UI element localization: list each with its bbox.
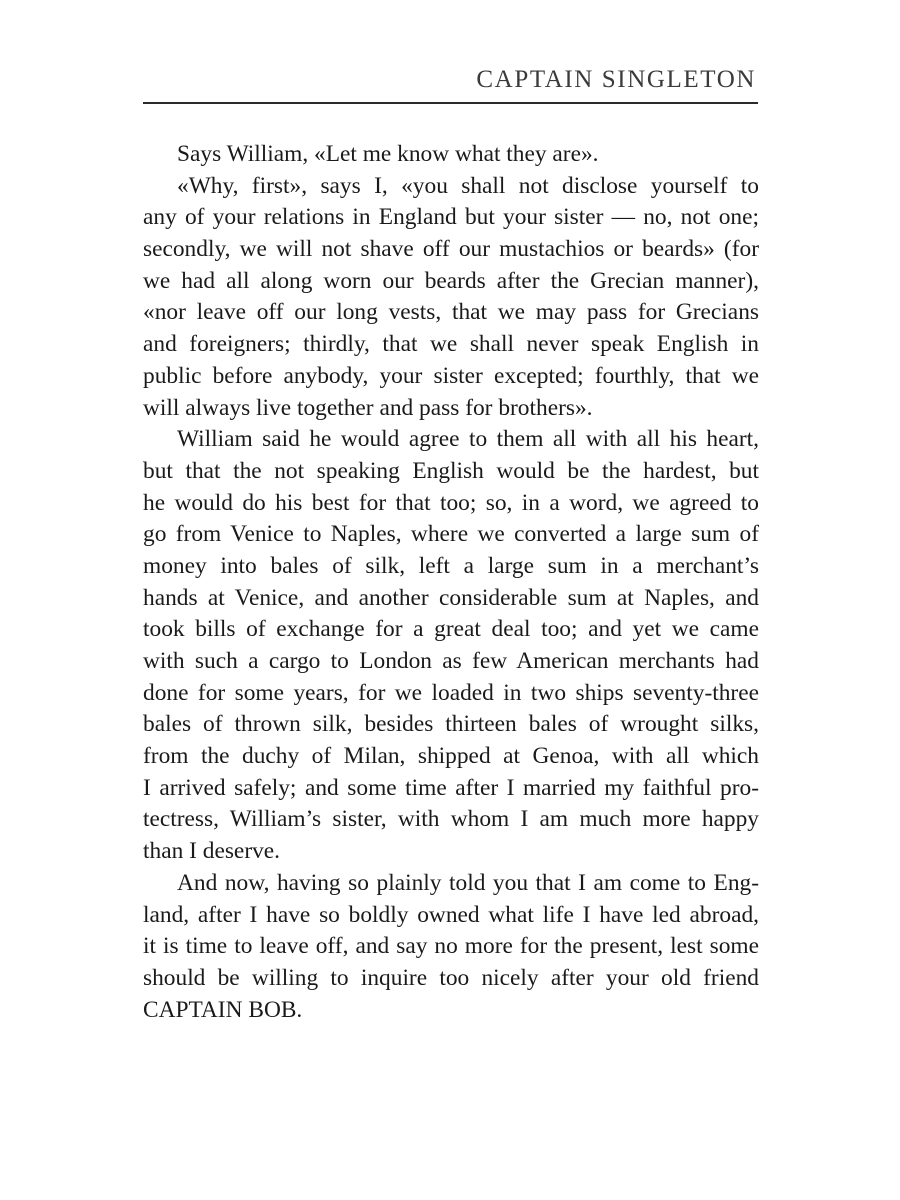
text-line: public before anybody, your sister excepted; fourthly, that we (143, 362, 759, 389)
body-text (143, 139, 759, 1026)
running-title: CAPTAIN SINGLETON (476, 66, 756, 93)
text-line: done for some years, for we loaded in two ships seventy-three (143, 679, 759, 706)
text-line: go from Venice to Naples, where we converted a large sum of (143, 521, 759, 548)
text-line: «nor leave off our long vests, that we may pass for Grecians (143, 299, 759, 326)
text-line: land, after I have so boldly owned what life I have led abroad, (143, 901, 759, 928)
text-line: secondly, we will not shave off our mustachios or beards» (for (143, 236, 759, 263)
paragraph-1 (143, 139, 759, 171)
text-line: tectress, William’s sister, with whom I am much more happy (143, 806, 759, 833)
text-line: And now, having so plainly told you that I am come to Eng- (177, 869, 759, 896)
text-line: it is time to leave off, and say no more for the present, lest some (143, 933, 759, 960)
text-line: with such a cargo to London as few American merchants had (143, 648, 759, 674)
text-line: hands at Venice, and another considerable sum at Naples, and (143, 584, 759, 611)
text-line: CAPTAIN BOB. (143, 996, 303, 1023)
running-header (143, 66, 758, 104)
paragraph-4 (143, 868, 759, 1026)
text-line: he would do his best for that too; so, in a word, we agreed to (143, 489, 759, 516)
text-line: will always live together and pass for brothers». (143, 394, 593, 421)
paragraph-2 (143, 171, 759, 425)
paragraph-3 (143, 424, 759, 868)
text-line: we had all along worn our beards after the Grecian manner), (143, 267, 759, 294)
text-line: any of your relations in England but your sister — no, not one; (143, 204, 759, 231)
text-line: and foreigners; thirdly, that we shall never speak English in (143, 331, 759, 358)
text-line: bales of thrown silk, besides thirteen bales of wrought silks, (143, 711, 759, 738)
text-line: Says William, «Let me know what they are». (177, 141, 599, 167)
text-line: but that the not speaking English would be the hardest, but (143, 457, 759, 484)
text-line: took bills of exchange for a great deal too; and yet we came (143, 616, 759, 643)
text-line: I arrived safely; and some time after I married my faithful pro- (143, 774, 759, 801)
text-line: from the duchy of Milan, shipped at Genoa, with all which (143, 743, 759, 770)
text-line: should be willing to inquire too nicely after your old friend (143, 964, 759, 991)
text-line: than I deserve. (143, 838, 281, 865)
text-line: «Why, first», says I, «you shall not disclose yourself to (177, 172, 759, 199)
text-line: William said he would agree to them all with all his heart, (177, 426, 759, 453)
text-line: money into bales of silk, left a large sum in a merchant’s (143, 552, 759, 579)
